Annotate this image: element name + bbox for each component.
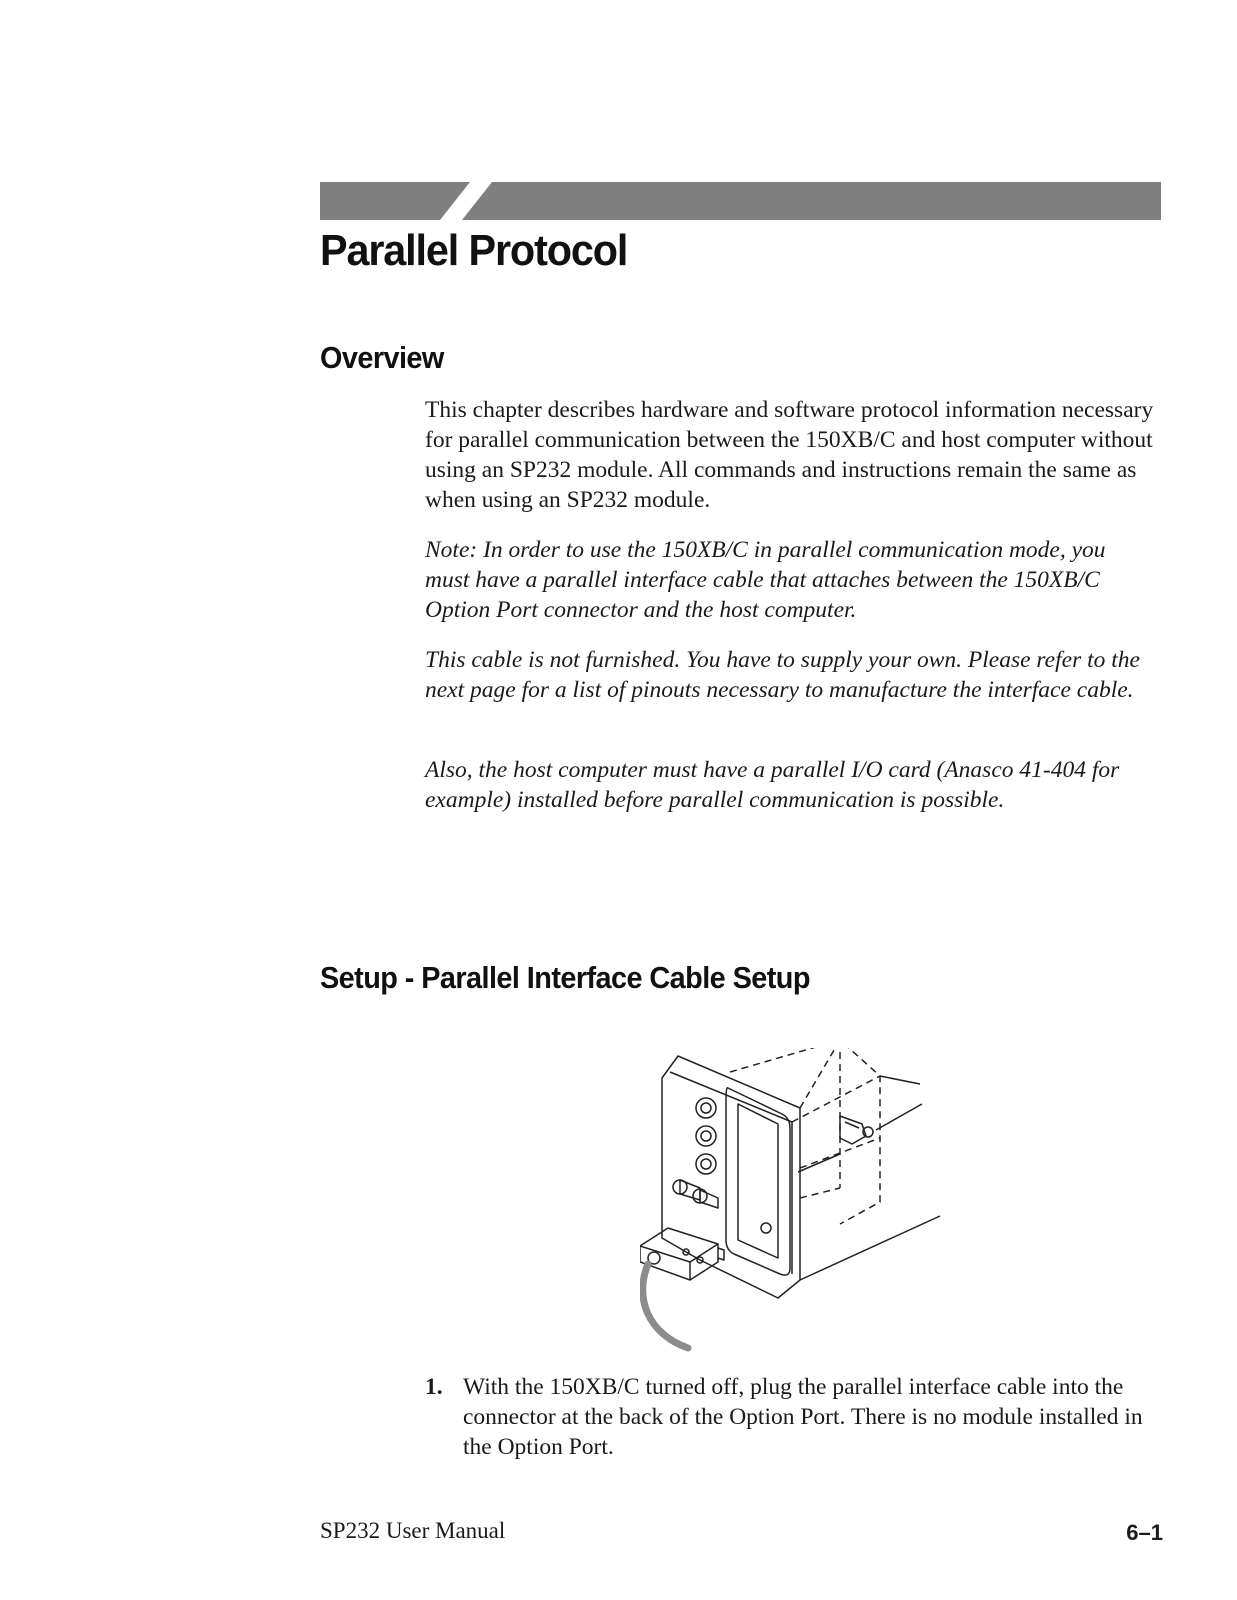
step-text: With the 150XB/C turned off, plug the parallel interface cable into the connector at the back of the Option Port. There is no module installed in the Option Port. [463, 1374, 1143, 1460]
overview-note-1: Note: In order to use the 150XB/C in parallel communication mode, you must have a parallel interface cable that attaches between the 150XB/C Option Port connector and the host computer. [425, 537, 1106, 623]
overview-note-2: This cable is not furnished. You have to supply your own. Please refer to the next page for a list of pinouts necessary to manufacture the interface cable. [425, 647, 1140, 703]
overview-heading: Overview [320, 340, 444, 375]
footer-page-number: 6–1 [1126, 1520, 1163, 1545]
setup-heading: Setup - Parallel Interface Cable Setup [320, 960, 810, 995]
chapter-title: Parallel Protocol [320, 226, 628, 275]
overview-intro: This chapter describes hardware and software protocol information necessary for parallel communication between the 150XB/C and host computer without using an SP232 module. All commands and instructions remain the same as when using an SP232 module. [425, 397, 1154, 513]
cable-setup-illustration [640, 1048, 960, 1366]
footer-manual-title: SP232 User Manual [320, 1518, 506, 1543]
step-number: 1. [425, 1374, 443, 1400]
chapter-banner [320, 182, 1161, 220]
overview-note-3: Also, the host computer must have a parallel I/O card (Anasco 41-404 for example) installed before parallel communication is possible. [425, 757, 1120, 813]
